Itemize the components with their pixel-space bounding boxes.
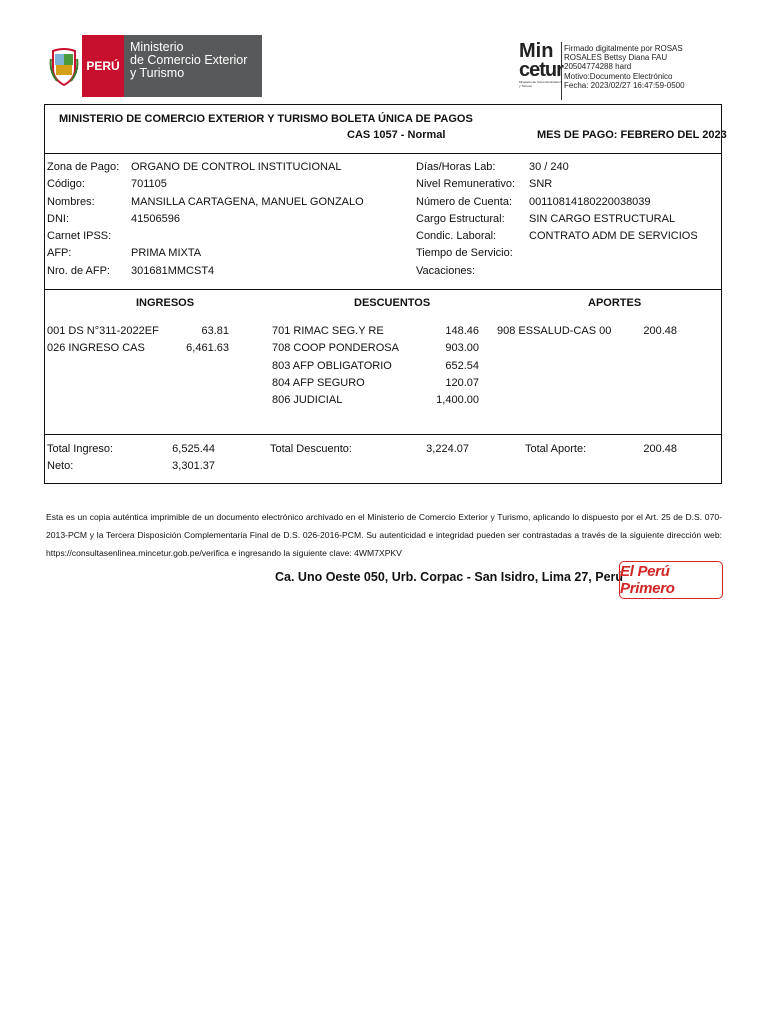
list-item: 001 DS N°311-2022EF [47, 325, 159, 337]
mincetur-logo: Min cetur Ministerio de Comercio Exterior y Turismo [519, 42, 562, 100]
document-title: BOLETA ÚNICA DE PAGOS [331, 113, 473, 125]
list-item: 908 ESSALUD-CAS 00 [497, 325, 612, 337]
ministry-name: Ministerio de Comercio Exterior y Turismo [124, 35, 262, 97]
total-aporte-value: 200.48 [643, 443, 677, 455]
ingresos-amounts [175, 323, 229, 358]
coat-of-arms-icon [46, 35, 82, 97]
employee-labels-left: Zona de Pago: Código: Nombres: DNI: Carnet IPSS: AFP: Nro. de AFP: [47, 161, 120, 277]
list-item: 652.54 [445, 359, 479, 372]
list-item: 63.81 [201, 325, 229, 337]
aportes-amounts [623, 323, 677, 340]
ingresos-header: INGRESOS [136, 297, 195, 309]
peru-label: PERÚ [82, 35, 124, 97]
list-item: 701 RIMAC SEG.Y RE [272, 325, 384, 337]
payslip-box [44, 104, 727, 484]
descuentos-names [272, 323, 399, 409]
peru-government-logo [46, 35, 262, 97]
address: Ca. Uno Oeste 050, Urb. Corpac - San Isidro, Lima 27, Perú [275, 570, 624, 584]
total-descuento-value: 3,224.07 [426, 443, 469, 455]
digital-signature-stamp: Firmado digitalmente por ROSAS ROSALES Bettsy Diana FAU 20504774288 hard Motivo:Documento Electrónico Fecha: 2023/02/27 16:47:59-0500 [564, 44, 685, 90]
employee-values-left: ORGANO DE CONTROL INSTITUCIONAL 701105 MANSILLA CARTAGENA, MANUEL GONZALO 41506596 PRIMA MIXTA 301681MMCST4 [131, 161, 364, 277]
total-descuento-label: Total Descuento: [270, 443, 352, 455]
document-subtitle: CAS 1057 - Normal [347, 129, 446, 141]
pay-month: MES DE PAGO: FEBRERO DEL 2023 [537, 129, 727, 141]
list-item: 806 JUDICIAL [272, 394, 343, 407]
divider [45, 289, 721, 290]
authenticity-notice: Esta es un copia auténtica imprimible de un documento electrónico archivado en el Ministerio de Comercio Exterior y Turismo, aplicando lo dispuesto por el Art. 25 de D.S. 070-2013-PCM y la Tercera Disposición Complementaria Final de D.S. 026-2016-PCM. Su autenticidad e integridad pueden ser contrastadas a través de la siguiente dirección web: https://consultasenlinea.mincetur.gob.pe/verifica e ingresando la siguiente clave: 4WM7XPKV [46, 512, 722, 558]
divider [45, 434, 721, 435]
total-aporte-label: Total Aporte: [525, 443, 587, 455]
total-ingreso-value: 6,525.44 [172, 443, 215, 455]
neto-label: Neto: [47, 460, 74, 472]
descuentos-header: DESCUENTOS [354, 297, 431, 309]
list-item: 1,400.00 [436, 394, 479, 407]
total-ingreso-label: Total Ingreso: [47, 443, 114, 455]
list-item: 6,461.63 [186, 342, 229, 355]
aportes-header: APORTES [588, 297, 642, 309]
list-item: 903.00 [445, 342, 479, 355]
divider [45, 153, 721, 154]
employee-values-right: 30 / 240 SNR 00110814180220038039 SIN CARGO ESTRUCTURAL CONTRATO ADM DE SERVICIOS [529, 161, 698, 243]
el-peru-primero-logo: El Perú Primero [619, 561, 723, 599]
list-item: 148.46 [445, 325, 479, 337]
list-item: 026 INGRESO CAS [47, 342, 145, 355]
neto-value: 3,301.37 [172, 460, 215, 472]
list-item: 120.07 [445, 376, 479, 389]
ingresos-names [47, 323, 159, 358]
list-item: 200.48 [643, 325, 677, 337]
aportes-names [497, 323, 611, 340]
list-item: 708 COOP PONDEROSA [272, 342, 399, 355]
employee-labels-right: Días/Horas Lab: Nivel Remunerativo: Número de Cuenta: Cargo Estructural: Condic. Laboral: Tiempo de Servicio: Vacaciones: [416, 161, 516, 277]
list-item: 804 AFP SEGURO [272, 376, 365, 389]
entity-name: MINISTERIO DE COMERCIO EXTERIOR Y TURISMO [59, 113, 329, 125]
list-item: 803 AFP OBLIGATORIO [272, 359, 392, 372]
descuentos-amounts [421, 323, 479, 409]
